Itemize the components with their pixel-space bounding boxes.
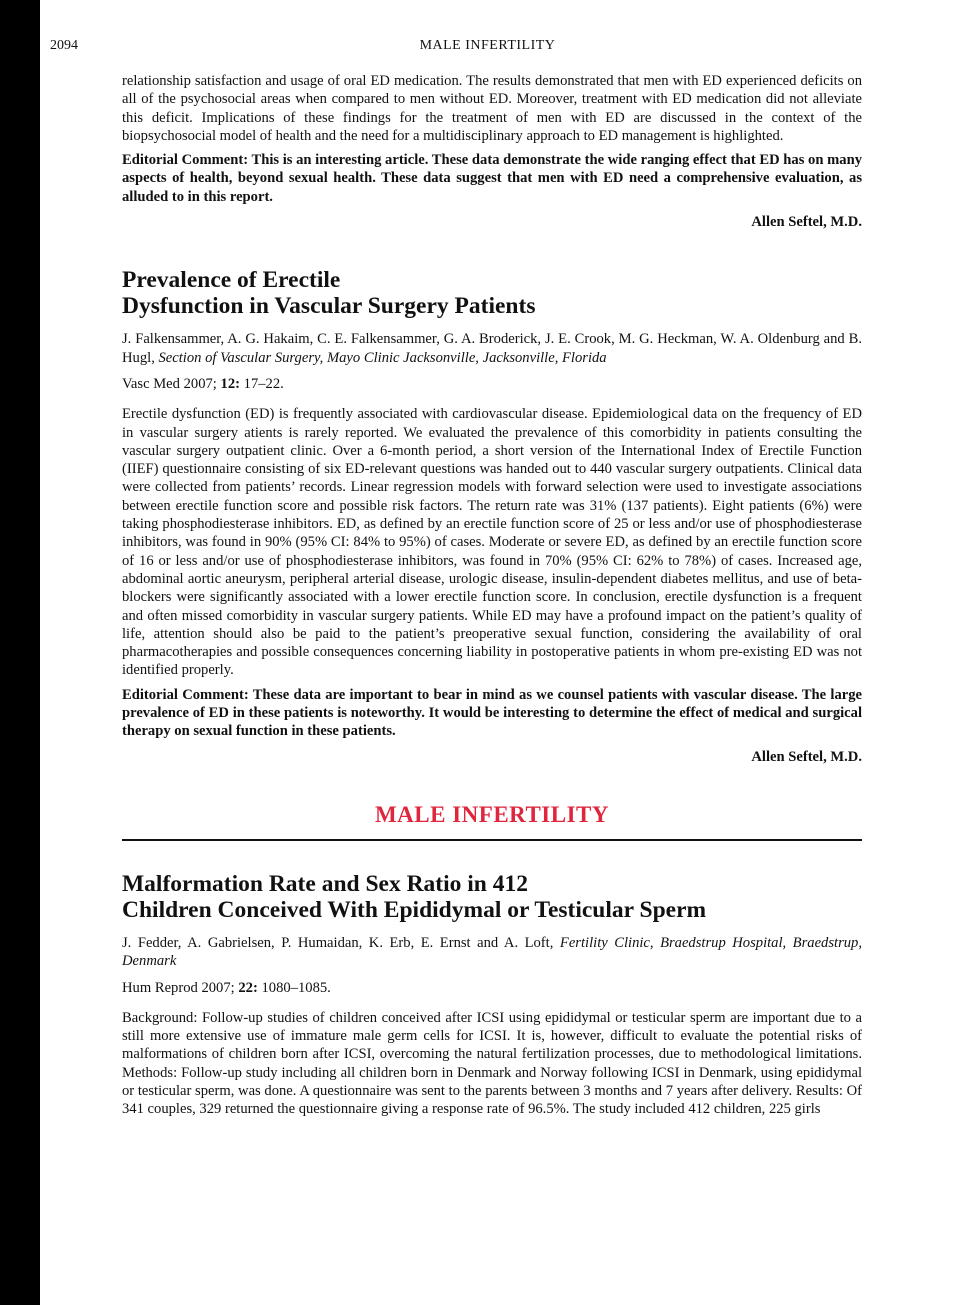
citation-volume: 12: xyxy=(220,375,240,392)
section-heading: MALE INFERTILITY xyxy=(374,801,610,827)
article-title-line-2: Children Conceived With Epididymal or Testicular Sperm xyxy=(122,896,707,923)
citation-pages: 17–22. xyxy=(243,375,284,392)
page-number: 2094 xyxy=(50,38,78,53)
article-authors xyxy=(122,330,862,367)
section-divider xyxy=(122,839,862,841)
article-title-line-1: Prevalence of Erectile xyxy=(122,267,341,294)
article-title xyxy=(122,267,862,319)
editorial-signature: Allen Seftel, M.D. xyxy=(751,748,862,765)
continued-article xyxy=(122,72,862,231)
page-edge-bar xyxy=(0,0,40,1305)
article-citation xyxy=(122,375,862,393)
continued-abstract-text: relationship satisfaction and usage of oral ED medication. The results demonstrated that men with ED experienced deficits on all of the psychosocial areas when compared to men without ED. Moreover, treatment with ED medication did not alleviate this deficit. Implications of these findings for the treatment of men with ED are discussed in the context of the biopsychosocial model of health and the need for a multidisciplinary approach to ED management is highlighted. xyxy=(122,73,862,144)
running-head: MALE INFERTILITY xyxy=(419,38,556,53)
page-content xyxy=(122,72,862,1119)
author-affiliation: Section of Vascular Surgery, Mayo Clinic Jacksonville, Jacksonville, Florida xyxy=(158,349,607,366)
article-title-line-1: Malformation Rate and Sex Ratio in 412 xyxy=(122,870,529,897)
article-malformation-rate xyxy=(122,871,862,1119)
editorial-comment: Editorial Comment: This is an interesting article. These data demonstrate the wide ranging effect that ED has on many aspects of health, beyond sexual health. These data suggest that men with ED need a comprehensive evaluation, as alluded to in this report. xyxy=(122,152,862,205)
article-erectile-dysfunction xyxy=(122,267,862,766)
article-title xyxy=(122,871,862,923)
editorial-comment: Editorial Comment: These data are important to bear in mind as we counsel patients with vascular disease. The large prevalence of ED in these patients is noteworthy. It would be interesting to determine the effect of medical and surgical therapy on sexual function in these patients. xyxy=(122,686,862,740)
citation-journal: Hum Reprod 2007; xyxy=(122,979,235,996)
editorial-signature: Allen Seftel, M.D. xyxy=(751,214,862,231)
article-title-line-2: Dysfunction in Vascular Surgery Patients xyxy=(122,293,536,320)
article-authors xyxy=(122,934,862,971)
citation-pages: 1080–1085. xyxy=(261,979,331,996)
article-abstract: Erectile dysfunction (ED) is frequently associated with cardiovascular disease. Epidemiological data on the frequency of ED in vascular surgery atients is rarely reported. We evaluated the prevalence of this comorbidity in patients consulting the vascular surgery outpatient clinic. Over a 6-month period, a short version of the International Index of Erectile Function (IIEF) questionnaire consisting of six ED-relevant questions was handed out to 440 vascular surgery outpatients. Clinical data were collected from patients’ records. Linear regression models with forward selection were used to investigate associations between erectile function score and possible risk factors. The return rate was 31% (137 patients). Eight patients (6%) were taking phosphodiesterase inhibitors. ED, as defined by an erectile function score of 25 or less and/or use of phosphodiesterase inhibitors, was found in 90% (95% CI: 84% to 95%) of cases. Moderate or severe ED, as defined by an erectile function score of 16 or less and/or use of phosphodiesterase inhibitors, was found in 70% (95% CI: 62% to 78%) of cases. Increased age, abdominal aortic aneurysm, peripheral arterial disease, urologic disease, insulin-dependent diabetes mellitus, and use of beta-blockers were significantly associated with a lower erectile function score. In conclusion, erectile dysfunction is a frequent and often missed comorbidity in vascular surgery patients. While ED may have a profound impact on the patient’s quality of life, attention should also be paid to the patient’s preoperative sexual function, considering the availability of oral pharmacotherapies and possible consequences concerning liability in postoperative patients in whom pre-existing ED was not identified properly. xyxy=(122,406,862,679)
citation-volume: 22: xyxy=(238,979,258,996)
author-list: J. Falkensammer, A. G. Hakaim, C. E. Falkensammer, G. A. Broderick, J. E. Crook, M. G. Heckman, W. A. Oldenburg and B. Hugl, xyxy=(122,331,862,366)
author-affiliation: Fertility Clinic, Braedstrup Hospital, Braedstrup, Denmark xyxy=(122,934,863,970)
article-citation xyxy=(122,979,862,997)
citation-journal: Vasc Med 2007; xyxy=(122,375,217,392)
article-abstract: Background: Follow-up studies of children conceived after ICSI using epididymal or testicular sperm are important due to a still more extensive use of immature male germ cells for ICSI. It is, however, difficult to evaluate the potential risks of malformations of children born after ICSI, overcoming the natural fertilization processes, due to methodological limitations. Methods: Follow-up study including all children born in Denmark and Norway following ICSI in Denmark, using epididymal or testicular sperm, was done. A questionnaire was sent to the parents between 3 months and 7 years after delivery. Results: Of 341 couples, 329 returned the questionnaire giving a response rate of 96.5%. The study included 412 children, 225 girls xyxy=(122,1009,862,1118)
author-list: J. Fedder, A. Gabrielsen, P. Humaidan, K. Erb, E. Ernst and A. Loft, xyxy=(122,934,554,951)
